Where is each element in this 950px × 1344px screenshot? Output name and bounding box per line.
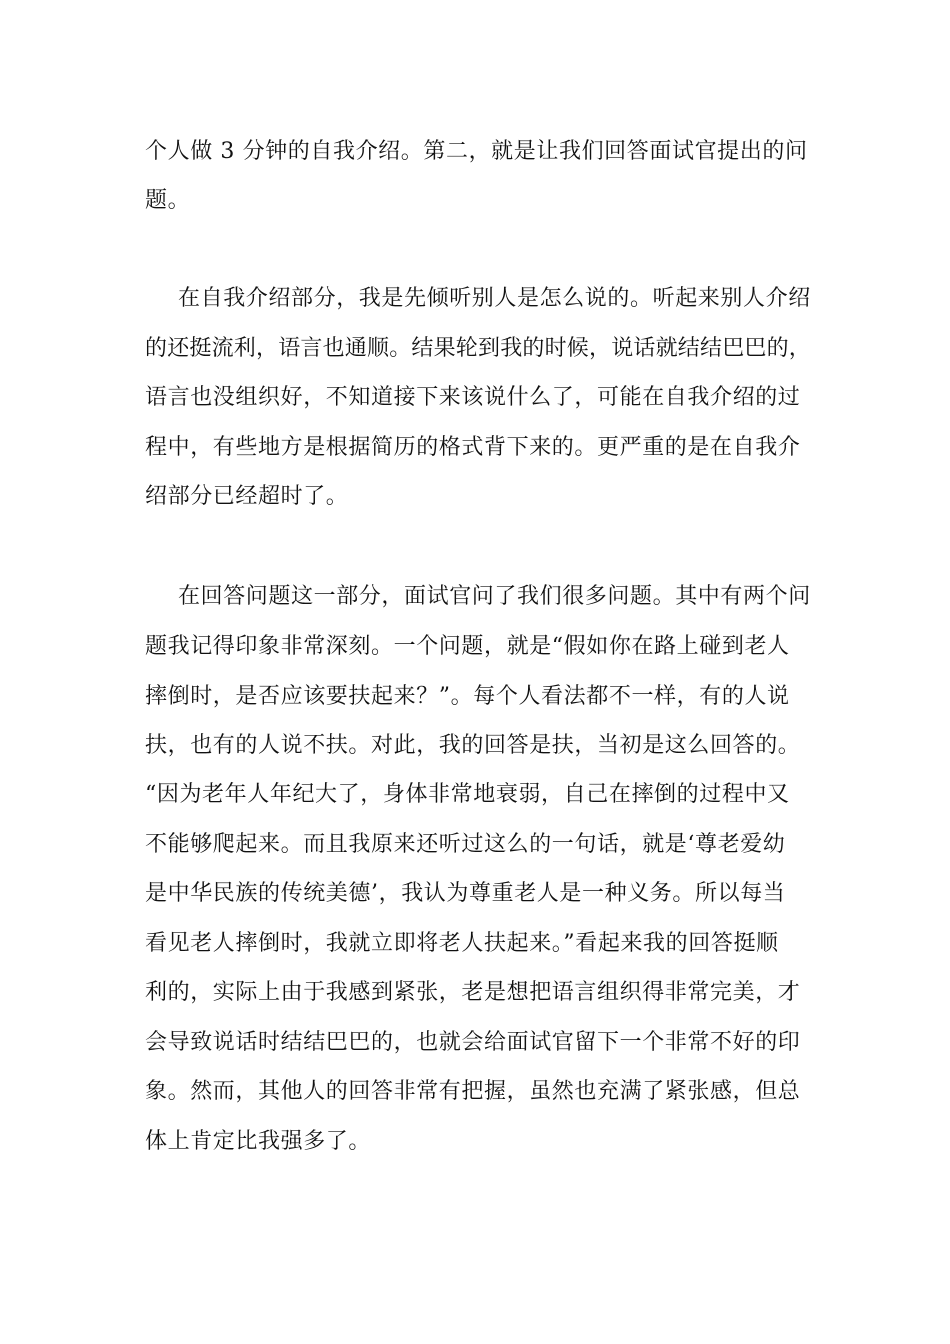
paragraph-3-line-5: “因为老年人年纪大了，身体非常地衰弱，自己在摔倒的过程中又 — [145, 782, 790, 807]
paragraph-2-line-3: 语言也没组织好，不知道接下来该说什么了，可能在自我介绍的过 — [145, 385, 801, 410]
paragraph-3-line-3: 摔倒时，是否应该要扶起来？”。每个人看法都不一样，有的人说 — [145, 684, 790, 709]
paragraph-3-line-8: 看见老人摔倒时，我就立即将老人扶起来。”看起来我的回答挺顺 — [145, 931, 779, 956]
paragraph-2-line-4: 程中，有些地方是根据简历的格式背下来的。更严重的是在自我介 — [145, 435, 801, 460]
paragraph-2-line-1: 在自我介绍部分，我是先倾听别人是怎么说的。听起来别人介绍 — [178, 286, 811, 311]
paragraph-2-line-2: 的还挺流利，语言也通顺。结果轮到我的时候，说话就结结巴巴的， — [145, 336, 812, 361]
paragraph-3-line-10: 会导致说话时结结巴巴的，也就会给面试官留下一个非常不好的印 — [145, 1030, 801, 1055]
paragraph-3-line-2: 题我记得印象非常深刻。一个问题，就是“假如你在路上碰到老人 — [145, 634, 790, 659]
paragraph-1-line-1: 个人做 3 分钟的自我介绍。第二，就是让我们回答面试官提出的问 — [145, 139, 808, 164]
paragraph-3-line-4: 扶，也有的人说不扶。对此，我的回答是扶，当初是这么回答的。 — [145, 733, 801, 758]
paragraph-1-line-2: 题。 — [145, 188, 191, 213]
paragraph-3-line-1: 在回答问题这一部分，面试官问了我们很多问题。其中有两个问 — [178, 584, 811, 609]
paragraph-3-line-12: 体上肯定比我强多了。 — [145, 1129, 372, 1154]
paragraph-3-line-6: 不能够爬起来。而且我原来还听过这么的一句话，就是‘尊老爱幼 — [145, 832, 786, 857]
paragraph-3-line-11: 象。然而，其他人的回答非常有把握，虽然也充满了紧张感，但总 — [145, 1079, 801, 1104]
paragraph-3-line-9: 利的，实际上由于我感到紧张，老是想把语言组织得非常完美，才 — [145, 980, 801, 1005]
paragraph-2-line-5: 绍部分已经超时了。 — [145, 484, 349, 509]
paragraph-3-line-7: 是中华民族的传统美德’，我认为尊重老人是一种义务。所以每当 — [145, 881, 786, 906]
